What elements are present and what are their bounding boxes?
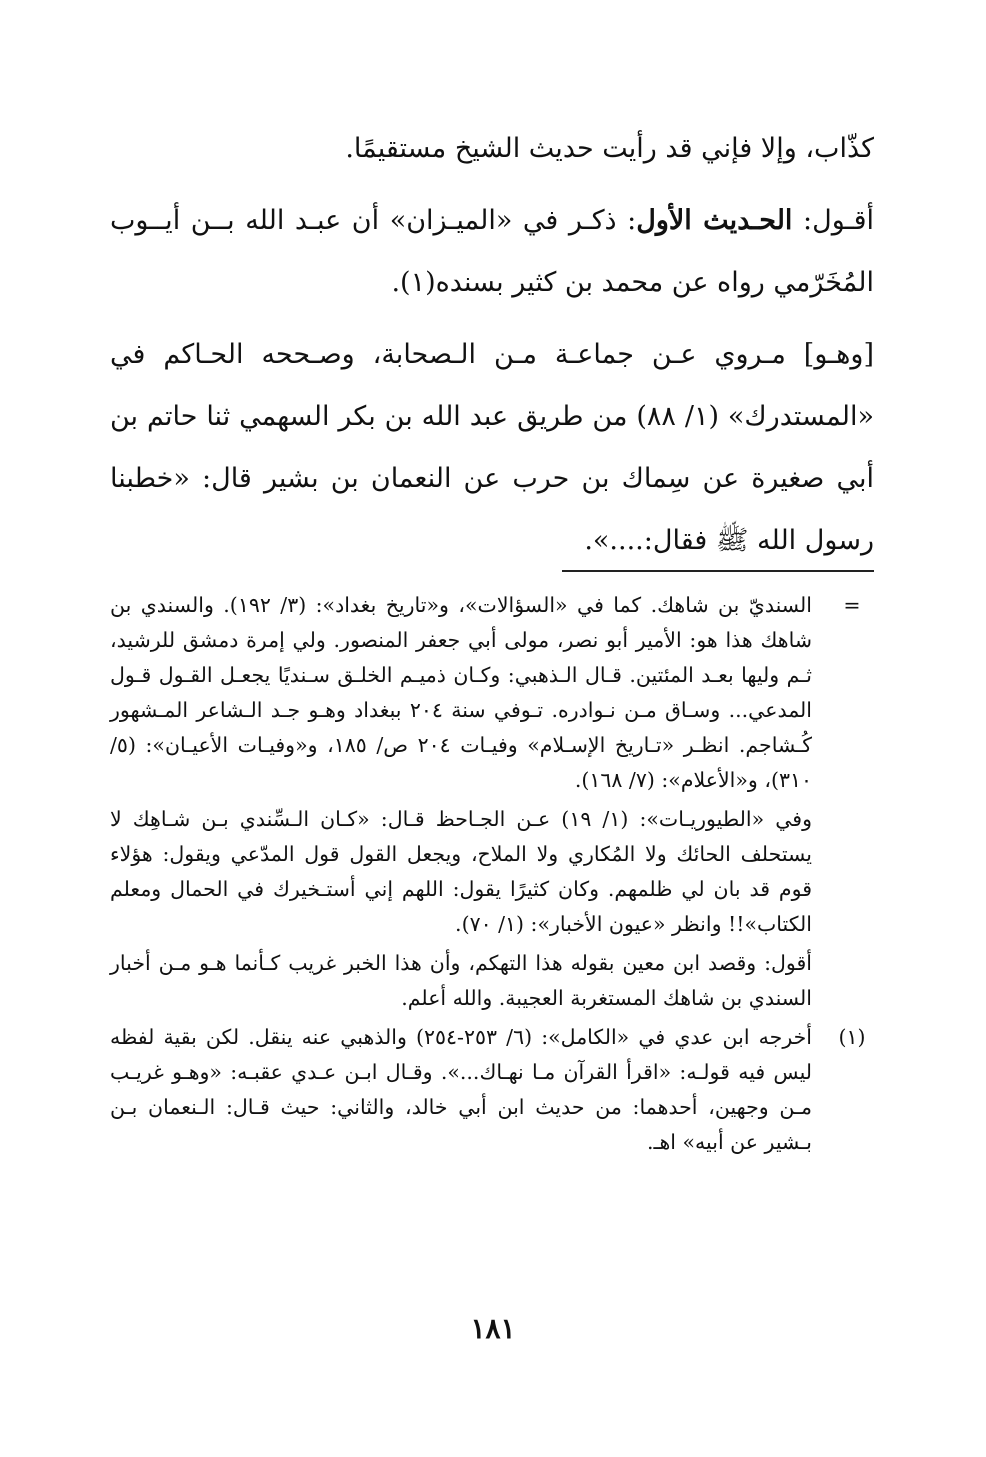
footnotes-section [110, 588, 874, 1164]
main-text-body [110, 118, 874, 572]
main-paragraph-1: كذّاب، وإلا فإني قد رأيت حديث الشيخ مستقيمًا. [345, 133, 874, 164]
main-paragraph-2-lead: أقـول: [792, 205, 874, 236]
footnote-continuation [110, 588, 874, 1016]
footnote-separator [562, 570, 874, 572]
continuation-marker: = [843, 593, 861, 617]
page-number: ١٨١ [470, 1312, 516, 1345]
footnote-continuation-paragraph-1: السنديّ بن شاهك. كما في «السؤالات»، و«تاريخ بغداد»: (٣/ ١٩٢). والسندي بن شاهك هذا هو: الأمير أبو نصر، مولى أبي جعفر المنصور. ولي إمرة دمشق للرشيد، ثـم وليها بعـد المئتين. قـال الـذهبي: وكـان ذميـم الخلـق سـنديًا يجعـل القـول قـول المدعي... وسـاق مـن نـوادره. تـوفي سنة ٢٠٤ ببغداد وهـو جـد الـشاعر المـشهور كُـشاجم. انظـر «تـاريخ الإسـلام» وفيـات ٢٠٤ ص/ ١٨٥، و«وفيـات الأعيـان»: (٥/ ٣١٠)، و«الأعلام»: (٧/ ١٦٨). [110, 593, 813, 792]
footnote-1 [110, 1020, 874, 1160]
footnote-continuation-paragraph-2: وفي «الطيوريـات»: (١/ ١٩) عـن الجـاحظ قـال: «كـان الـسِّندي بـن شـاهِك لا يستحلف الحائك ولا المُكاري ولا الملاح، ويجعل القول قول المدّعي ويقول: هؤلاء قوم قد بان لي ظلمهم. وكان كثيرًا يقول: اللهم إني أستـخيرك في الحمال ومعلم الكتاب»!! وانظر «عيون الأخبار»: (١/ ٧٠). [110, 807, 812, 936]
main-paragraph-2 [110, 190, 874, 314]
footnote-1-marker: (١) [838, 1025, 866, 1049]
main-paragraph-3: [وهـو] مـروي عـن جماعـة مـن الـصحابة، وصـححه الحـاكم في «المستدرك» (١/ ٨٨) من طريق عبد الله بن بكر السهمي ثنا حاتم بن أبي صغيرة عن سِماك بن حرب عن النعمان بن بشير قال: «خطبنا رسول الله ﷺ فقال:....». [110, 339, 874, 556]
footnote-1-text: أخرجه ابن عدي في «الكامل»: (٦/ ٢٥٣-٢٥٤) والذهبي عنه ينقل. لكن بقية لفظه ليس فيه قولـه: «اقرأ القرآن مـا نهـاك...». وقـال ابـن عـدي عقبـه: «وهـو غريـب مـن وجهين، أحدهما: من حديث ابن أبي خالد، والثاني: حيث قـال: الـنعمان بـن بـشير عن أبيه» اهـ. [110, 1025, 812, 1154]
first-hadith-heading: الحـديث الأول [636, 205, 793, 236]
main-paragraph-2-rest: : ذكـر في «الميـزان» أن عبـد الله بــن أيــوب المُخَرّمي رواه عن محمد بن كثير بسنده(١). [110, 205, 874, 298]
footnote-continuation-paragraph-3: أقول: وقصد ابن معين بقوله هذا التهكم، وأن هذا الخبر غريب كـأنما هـو مـن أخبار السندي بن شاهك المستغربة العجيبة. والله أعلم. [110, 951, 812, 1010]
